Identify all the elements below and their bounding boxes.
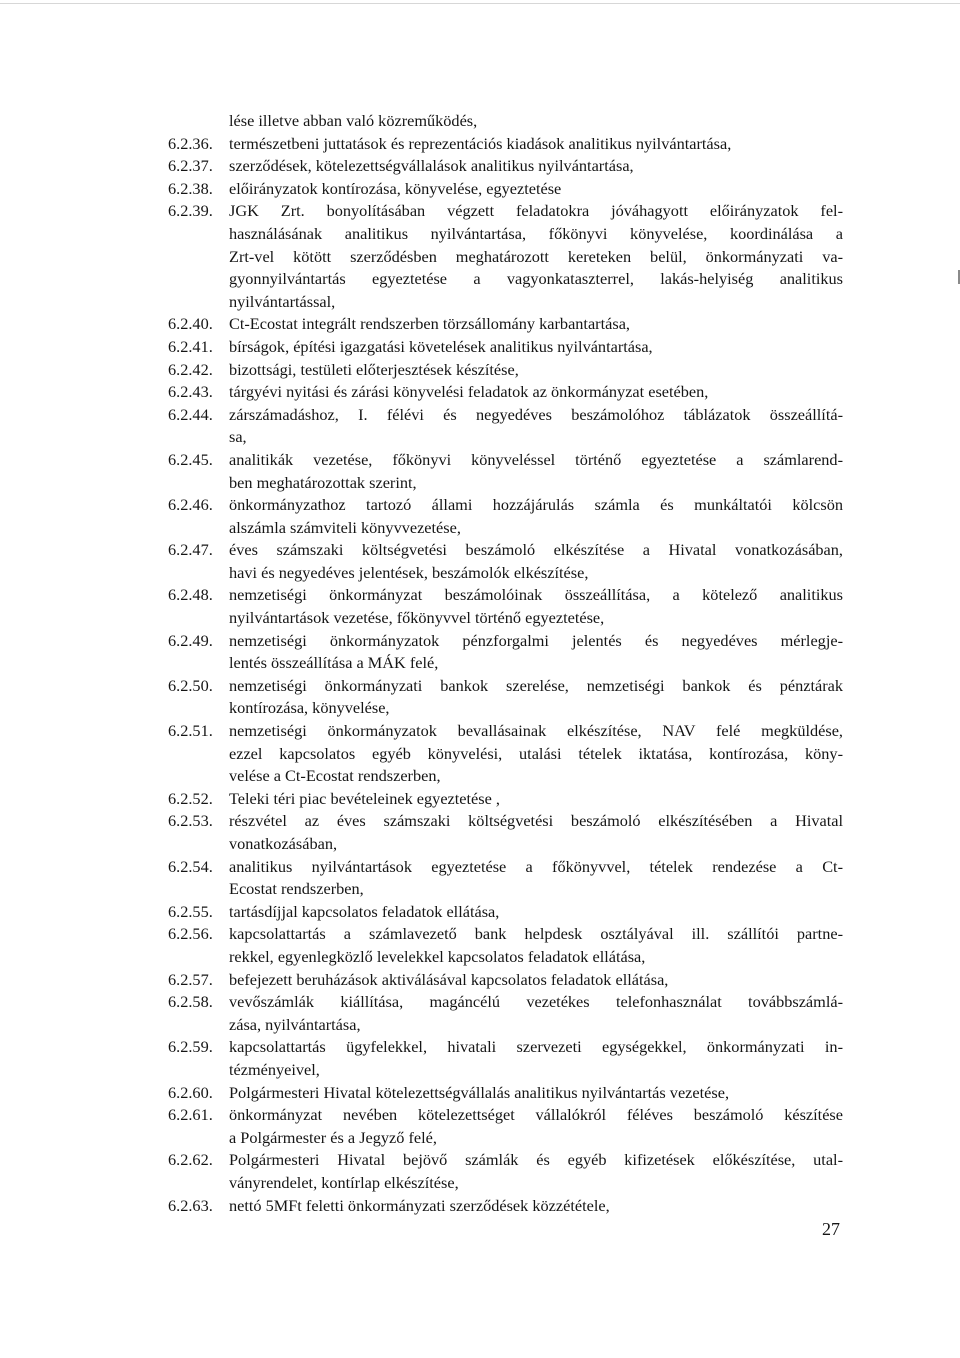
- list-item: [168, 178, 843, 201]
- item-text: [229, 788, 843, 811]
- item-number: 6.2.36.: [168, 133, 213, 153]
- item-number: 6.2.52.: [168, 788, 213, 808]
- item-text-line: tartásdíjjal kapcsolatos feladatok ellátása,: [229, 901, 500, 921]
- item-text-line: használásának analitikus nyilvántartása, főkönyvi könyvelése, koordinálása a: [229, 223, 843, 243]
- item-number: 6.2.54.: [168, 856, 213, 876]
- item-text-line: rekkel, egyenlegközlő levelekkel kapcsolatos feladatok ellátása,: [229, 946, 646, 966]
- item-text: [229, 404, 843, 449]
- item-text-line: lentés összeállítása a MÁK felé,: [229, 653, 439, 673]
- item-text-line: előirányzatok kontírozása, könyvelése, egyeztetése: [229, 178, 562, 198]
- item-number: 6.2.56.: [168, 924, 213, 944]
- item-number: 6.2.59.: [168, 1037, 213, 1057]
- list-item: [168, 630, 843, 675]
- item-text: [229, 494, 843, 539]
- item-text-line: ványrendelet, kontírlap elkészítése,: [229, 1172, 459, 1192]
- page-number: 27: [822, 1219, 840, 1239]
- item-text: [229, 381, 843, 404]
- item-text-line: bizottsági, testületi előterjesztések készítése,: [229, 359, 519, 379]
- item-text-line: önkormányzat nevében kötelezettséget vállalókról féléves beszámoló készítése: [229, 1105, 843, 1125]
- item-text-line: kapcsolattartás a számlavezető bank helpdesk osztályával ill. szállítói partne-: [229, 924, 843, 944]
- list-item: [168, 133, 843, 156]
- item-number: 6.2.44.: [168, 404, 213, 424]
- list-item: [168, 404, 843, 449]
- list-item: [168, 1082, 843, 1105]
- item-text-line: vonatkozásában,: [229, 834, 338, 853]
- item-number: 6.2.38.: [168, 178, 213, 198]
- item-text-line: természetbeni juttatások és reprezentációs kiadások analitikus nyilvántartása,: [229, 133, 732, 153]
- list-item: [168, 720, 843, 788]
- item-text: [229, 1195, 843, 1218]
- item-number: 6.2.62.: [168, 1150, 213, 1170]
- task-list: [168, 110, 843, 1217]
- item-text: [229, 449, 843, 494]
- item-text: [229, 133, 843, 156]
- item-number: 6.2.43.: [168, 382, 213, 402]
- list-item: [168, 313, 843, 336]
- continuation-line: lése illetve abban való közreműködés,: [229, 111, 478, 130]
- item-text-line: nemzetiségi önkormányzatok pénzforgalmi jelentés és negyedéves mérlegje-: [229, 630, 843, 650]
- list-item: [168, 1104, 843, 1149]
- item-text-line: ezzel kapcsolatos egyéb könyvelési, utalási tételek iktatása, kontírozása, köny-: [229, 743, 843, 763]
- list-item: [168, 788, 843, 811]
- item-number: 6.2.60.: [168, 1082, 213, 1102]
- list-item: [168, 359, 843, 382]
- item-number: 6.2.47.: [168, 540, 213, 560]
- item-text-line: analitikák vezetése, főkönyvi könyveléssel történő egyeztetése a számlarend-: [229, 449, 843, 469]
- item-text: [229, 630, 843, 675]
- item-text-line: részvétel az éves számszaki költségvetési beszámoló elkészítésében a Hivatal: [229, 811, 843, 831]
- item-text-line: Polgármesteri Hivatal kötelezettségvállalás analitikus nyilvántartás vezetése,: [229, 1082, 730, 1102]
- list-item: [168, 381, 843, 404]
- item-number: 6.2.53.: [168, 811, 213, 831]
- item-text-line: Ct-Ecostat integrált rendszerben törzsállomány karbantartása,: [229, 314, 630, 334]
- item-number: 6.2.61.: [168, 1105, 213, 1125]
- list-item: [168, 810, 843, 855]
- list-item: [168, 991, 843, 1036]
- item-number: 6.2.63.: [168, 1195, 213, 1215]
- item-text: [229, 720, 843, 788]
- item-text-line: JGK Zrt. bonyolításában végzett feladatokra jóváhagyott előirányzatok fel-: [229, 201, 843, 221]
- item-text-line: sa,: [229, 427, 247, 447]
- item-text-line: bírságok, építési igazgatási követelések analitikus nyilvántartása,: [229, 336, 653, 356]
- item-number: 6.2.48.: [168, 585, 213, 605]
- list-item: [168, 1195, 843, 1218]
- item-text-line: szerződések, kötelezettségvállalások analitikus nyilvántartása,: [229, 156, 634, 176]
- item-text-line: Ecostat rendszerben,: [229, 879, 364, 899]
- list-item: [168, 1036, 843, 1081]
- item-text-line: tárgyévi nyitási és zárási könyvelési feladatok az önkormányzat esetében,: [229, 382, 709, 402]
- item-text: [229, 178, 843, 201]
- item-text: [229, 856, 843, 901]
- item-text-line: nettó 5MFt feletti önkormányzati szerződések közzététele,: [229, 1195, 610, 1215]
- item-text: [229, 1104, 843, 1149]
- list-item: [168, 969, 843, 992]
- item-number: 6.2.46.: [168, 495, 213, 515]
- item-text-line: velése a Ct-Ecostat rendszerben,: [229, 766, 441, 786]
- item-number: 6.2.41.: [168, 336, 213, 356]
- item-number: 6.2.37.: [168, 156, 213, 176]
- list-item: [168, 923, 843, 968]
- item-text: [229, 923, 843, 968]
- item-text-line: a Polgármester és a Jegyző felé,: [229, 1127, 437, 1147]
- list-item: [168, 449, 843, 494]
- list-item: [168, 584, 843, 629]
- item-number: 6.2.42.: [168, 359, 213, 379]
- item-text: [229, 1082, 843, 1105]
- item-text-line: kapcsolattartás ügyfelekkel, hivatali szervezeti egységekkel, önkormányzati in-: [229, 1037, 843, 1057]
- item-text-line: vevőszámlák kiállítása, magáncélú vezetékes telefonhasználat továbbszámlá-: [229, 992, 843, 1012]
- item-text-line: analitikus nyilvántartások egyeztetése a főkönyvvel, tételek rendezése a Ct-: [229, 856, 843, 876]
- item-number: 6.2.39.: [168, 201, 213, 221]
- item-text-line: éves számszaki költségvetési beszámoló elkészítése a Hivatal vonatkozásában,: [229, 540, 843, 560]
- list-item: [168, 336, 843, 359]
- item-text: [229, 675, 843, 720]
- list-item: [168, 856, 843, 901]
- item-text-line: zása, nyilvántartása,: [229, 1014, 361, 1034]
- scan-top-rule: [0, 3, 960, 4]
- item-text-line: zárszámadáshoz, I. félévi és negyedéves beszámolóhoz táblázatok összeállítá-: [229, 404, 843, 424]
- item-text-line: nemzetiségi önkormányzat beszámolóinak összeállítása, a kötelező analitikus: [229, 585, 843, 605]
- list-item: [168, 200, 843, 313]
- list-item: [168, 901, 843, 924]
- item-text-line: nyilvántartások vezetése, főkönyvvel történő egyeztetése,: [229, 608, 605, 628]
- item-number: 6.2.58.: [168, 992, 213, 1012]
- item-text-line: gyonnyilvántartás egyeztetése a vagyonkataszterrel, lakás-helyiség analitikus: [229, 269, 843, 289]
- item-number: 6.2.50.: [168, 675, 213, 695]
- item-text: [229, 155, 843, 178]
- item-text: [229, 539, 843, 584]
- list-item: [168, 539, 843, 584]
- item-text-line: Polgármesteri Hivatal bejövő számlák és egyéb kifizetések előkészítése, utal-: [229, 1150, 843, 1170]
- list-item: [168, 155, 843, 178]
- item-text: [229, 901, 843, 924]
- item-text: [229, 991, 843, 1036]
- list-item: [168, 675, 843, 720]
- item-text: [229, 1036, 843, 1081]
- list-item: [168, 1149, 843, 1194]
- item-number: 6.2.45.: [168, 449, 213, 469]
- item-number: 6.2.51.: [168, 721, 213, 741]
- item-text-line: tézményeivel,: [229, 1059, 320, 1079]
- item-number: 6.2.57.: [168, 969, 213, 989]
- item-text-line: ben meghatározottak szerint,: [229, 472, 417, 492]
- item-text-line: Teleki téri piac bevételeinek egyeztetése ,: [229, 788, 500, 808]
- item-text-line: befejezett beruházások aktiválásával kapcsolatos feladatok ellátása,: [229, 969, 669, 989]
- item-text: [229, 336, 843, 359]
- item-text-line: önkormányzathoz tartozó állami hozzájárulás számla és munkáltatói kölcsön: [229, 495, 843, 515]
- item-text: [229, 359, 843, 382]
- item-text: [229, 313, 843, 336]
- item-text: [229, 1149, 843, 1194]
- item-text-line: nyilvántartással,: [229, 291, 336, 311]
- item-number: 6.2.49.: [168, 630, 213, 650]
- item-number: 6.2.55.: [168, 901, 213, 921]
- item-text: [229, 200, 843, 313]
- list-item: [168, 494, 843, 539]
- item-text: [229, 969, 843, 992]
- item-text-line: nemzetiségi önkormányzatok bevallásainak elkészítése, NAV felé megküldése,: [229, 721, 843, 741]
- item-text-line: kontírozása, könyvelése,: [229, 698, 390, 718]
- item-number: 6.2.40.: [168, 314, 213, 334]
- item-text-line: Zrt-vel kötött szerződésben meghatározott kereteken belül, önkormányzati va-: [229, 246, 843, 266]
- item-text: [229, 810, 843, 855]
- item-text: [229, 584, 843, 629]
- item-text-line: alszámla számviteli könyvvezetése,: [229, 517, 461, 537]
- item-text-line: nemzetiségi önkormányzati bankok szerelése, nemzetiségi bankok és pénztárak: [229, 675, 843, 695]
- item-text-line: havi és negyedéves jelentések, beszámolók elkészítése,: [229, 562, 589, 582]
